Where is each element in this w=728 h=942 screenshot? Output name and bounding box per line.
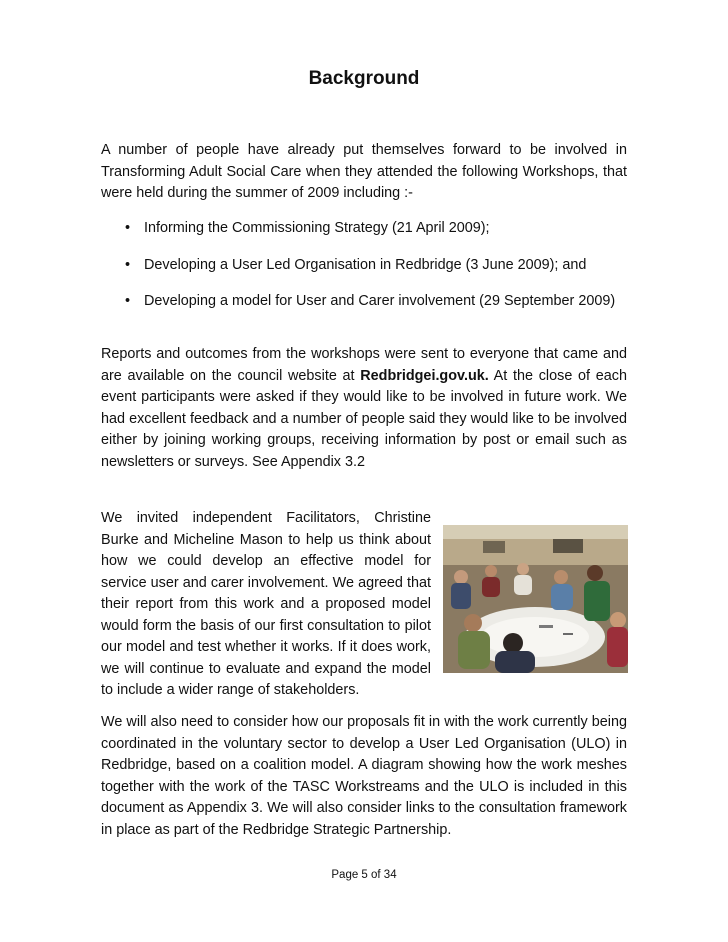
council-website-name: Redbridgei.gov.uk. [360, 367, 489, 384]
reports-text-after: At the close of each event participants were asked if they would like to be involved in future work. We had excellent feedback and a number of people said they would like to be involved either by joining working groups, receiving information by post or email such as newsletters or surveys. See Appendix 3.2 [101, 367, 627, 470]
reports-text-before: Reports and outcomes from the workshops were sent to everyone that came and are available on the council website at [101, 346, 627, 384]
intro-paragraph: A number of people have already put themselves forward to be involved in Transforming Adult Social Care when they attended the following Workshops, that were held during the summer of 2009 including :- [101, 142, 627, 201]
list-item-text: Informing the Commissioning Strategy (21 April 2009); [144, 220, 490, 236]
bullet-icon: • [125, 293, 131, 309]
workshop-list [101, 218, 627, 328]
bullet-icon: • [125, 256, 131, 273]
list-item-text: Developing a User Led Organisation in Redbridge (3 June 2009); and [144, 256, 587, 273]
list-item [101, 255, 627, 277]
facilitators-text: We invited independent Facilitators, Christine Burke and Micheline Mason to help us think about how we could develop an effective model for service user and carer involvement. We agreed that their report from this work and a proposed model would form the basis of our first consultation to pilot our model and test whether it works. If it does work, we will continue to evaluate and expand the model to include a wider range of stakeholders. [101, 510, 431, 698]
list-item [101, 218, 627, 240]
list-item [101, 291, 627, 313]
facilitators-paragraph [101, 508, 627, 702]
bullet-icon: • [125, 220, 131, 236]
list-item-text: Developing a model for User and Carer involvement (29 September 2009) [144, 293, 616, 309]
workshop-photo [443, 525, 628, 673]
page-title: Background [308, 68, 420, 89]
reports-paragraph [101, 344, 627, 473]
page-number: Page 5 of 34 [331, 869, 397, 881]
voluntary-sector-paragraph: We will also need to consider how our proposals fit in with the work currently being coordinated in the voluntary sector to develop a User Led Organisation (ULO) in Redbridge, based on a coalition model. A diagram showing how the work meshes together with the work of the TASC Workstreams and the ULO is included in this document as Appendix 3. We will also consider links to the consultation framework in place as part of the Redbridge Strategic Partnership. [101, 714, 627, 838]
